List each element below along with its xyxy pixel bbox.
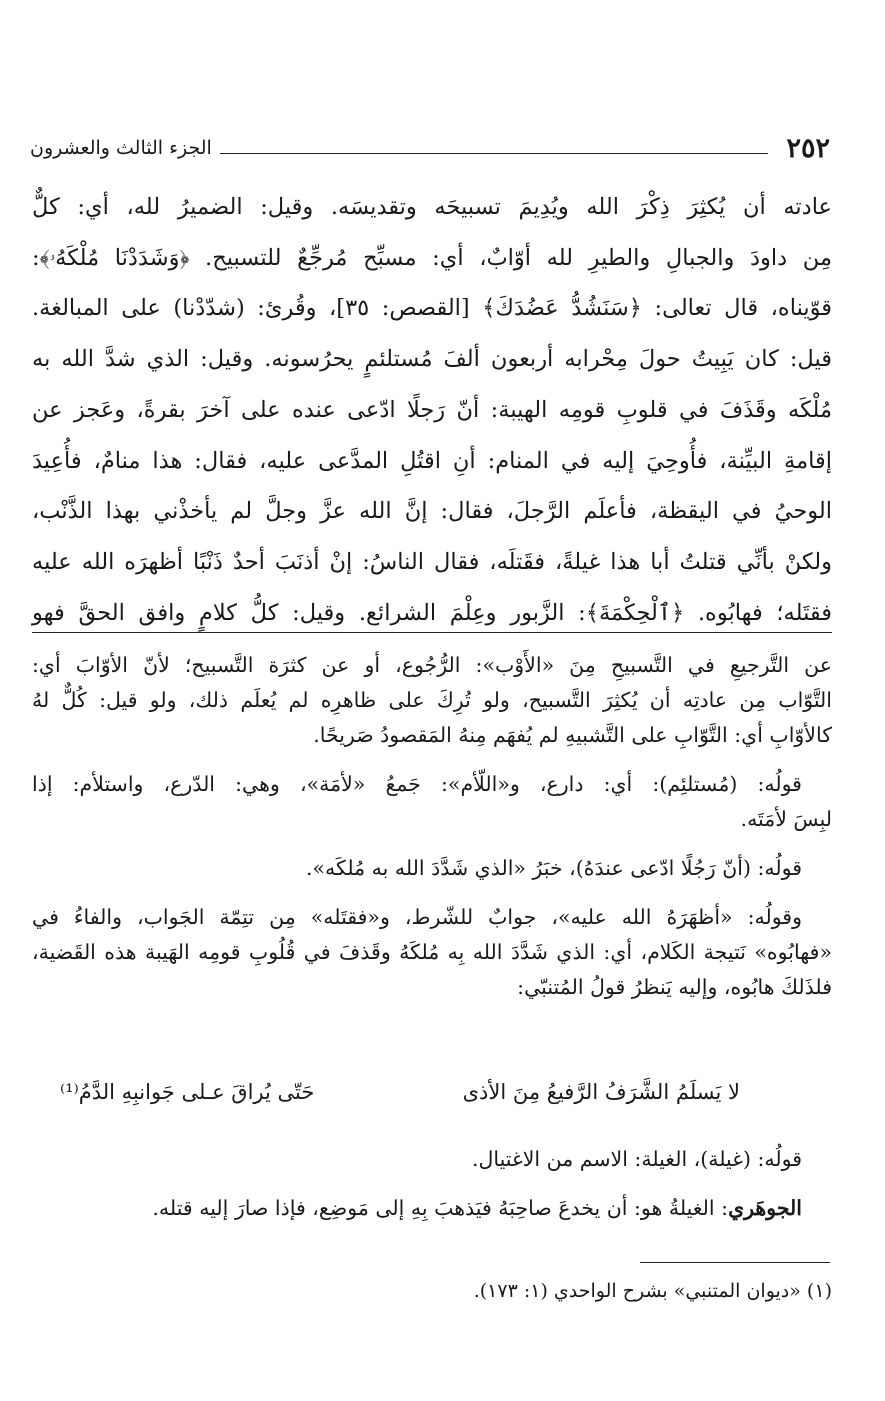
main-line: مِن داودَ والجبالِ والطيرِ لله أوّابٌ، أي: مسبِّح مُرجِّعٌ للتسبيح. ﴿وَشَدَدْنَا مُلْكَهُۥ﴾: (32, 244, 832, 271)
main-line: فقتَله؛ فهابُوه. ﴿ٱلْحِكْمَةَ﴾: الزَّبور وعِلْمَ الشرائع. وقيل: كلُّ كلامٍ وافق الحقَّ فهو (32, 599, 832, 626)
header-rule (220, 153, 769, 154)
commentary-line: فلذَلكَ هابُوه، وإليه يَنظرُ قولُ المُتنبّي: (517, 975, 832, 999)
commentary-line: التَّوّاب مِن عادتِه أن يُكثِرَ التَّسبيح، ولو تُرِكَ على ظاهرِه لم يُعلَم ذلك، ولو قيل: كُلٌّ لهُ (32, 688, 832, 712)
commentary-line (32, 1191, 832, 1226)
commentary-separator (32, 632, 832, 633)
verse-first-hemistich: لا يَسلَمُ الشَّرَفُ الرَّفيعُ مِنَ الأذى (462, 1080, 740, 1104)
page-header (30, 128, 830, 168)
main-line: ولكنْ بأنِّي قتلتُ أبا هذا غيلةً، فقَتلَه، فقال الناسُ: إنْ أذنَبَ أحدٌ ذَنْبًا أظهرَه الله عليه (32, 548, 832, 575)
commentary-line: عن التَّرجيعِ في التَّسبيحِ مِنَ «الأَوْب»: الرُّجُوع، أو عن كثرَة التَّسبيح؛ لأنّ الأوّابَ أي: (32, 653, 832, 677)
running-title: الجزء الثالث والعشرون (30, 137, 212, 159)
main-line: قوّيناه، قال تعالى: ﴿سَنَشُدُّ عَضُدَكَ﴾ [القصص: ٣٥]، وقُرئ: (شدّدْنا) على المبالغة. (32, 295, 833, 322)
commentary-line: قولُه: (غيلة)، الغيلة: الاسم من الاغتيال. (471, 1147, 802, 1171)
commentary-line: كالأوّابِ أي: التَّوّابِ على التَّشبيهِ لم يُفهَم مِنهُ المَقصودُ صَريحًا. (313, 723, 832, 747)
footnote-rule (640, 1262, 830, 1263)
commentary-line: وقولُه: «أظهَرَهُ الله عليه»، جوابٌ للشّرط، و«فقتَله» مِن تتِمّة الجَواب، والفاءُ في (32, 905, 802, 929)
commentary (32, 648, 832, 1005)
main-line: إقامةِ البيِّنة، فأُوحِيَ إليه في المنام: أنِ اقتُلِ المدَّعى عليه، فقال: هذا منامٌ، فأُعِيدَ (32, 447, 832, 474)
cited-author: الجوهَري (728, 1196, 802, 1220)
main-line: عادته أن يُكثِرَ ذِكْرَ الله ويُدِيمَ تسبيحَه وتقديسَه. وقيل: الضميرُ لله، أي: كلٌّ (32, 194, 832, 220)
main-line: مُلْكَه وقَذَفَ في قلوبِ قومِه الهيبة: أنّ رَجلًا ادّعى عنده على آخرَ بقرةً، وعَجز عن (32, 396, 832, 423)
commentary-line: قولُه: (مُستلئِم): أي: دارع، و«اللّأم»: جَمعُ «لأمَة»، وهي: الدّرع، واستلأم: إذا (32, 772, 802, 796)
commentary-continued (32, 1142, 832, 1226)
page-number: ٢٥٢ (786, 132, 830, 164)
footnote: (١) «ديوان المتنبي» بشرح الواحدي (١: ١٧٣). (473, 1280, 832, 1302)
main-line: قيل: كان يَبِيتُ حولَ مِحْرابه أربعون ألفَ مُستلئمٍ يحرُسونه. وقيل: الذي شدَّ الله به (32, 346, 832, 373)
commentary-line: قولُه: (أنّ رَجُلًا ادّعى عندَهُ)، خبَرُ «الذي شَدَّدَ الله به مُلكَه». (305, 856, 802, 880)
commentary-line: «فهابُوه» نَتيجة الكَلام، أي: الذي شَدَّدَ الله بِه مُلكَهُ وقَذفَ في قُلُوبِ قومِه الهَيبة هذه القَضية، (32, 940, 832, 964)
poetry-verse (60, 1080, 740, 1120)
verse-second-hemistich: حَتّى يُراقَ عـلى جَوانبِهِ الدَّمُ⁽¹⁾ (60, 1080, 315, 1104)
main-line: الوحيُ في اليقظة، فأعلَم الرَّجلَ، فقال: إنَّ الله عزَّ وجلَّ لم يأخذْني بهذا الذَّنْب، (32, 498, 832, 525)
citation-text: : الغيلةُ هو: أن يخدعَ صاحِبَهُ فيَذهبَ بِهِ إلى مَوضِع، فإذا صارَ إليه قتله. (152, 1196, 729, 1220)
commentary-line: لبِسَ لأمَتَه. (740, 807, 832, 831)
main-text (32, 182, 832, 638)
